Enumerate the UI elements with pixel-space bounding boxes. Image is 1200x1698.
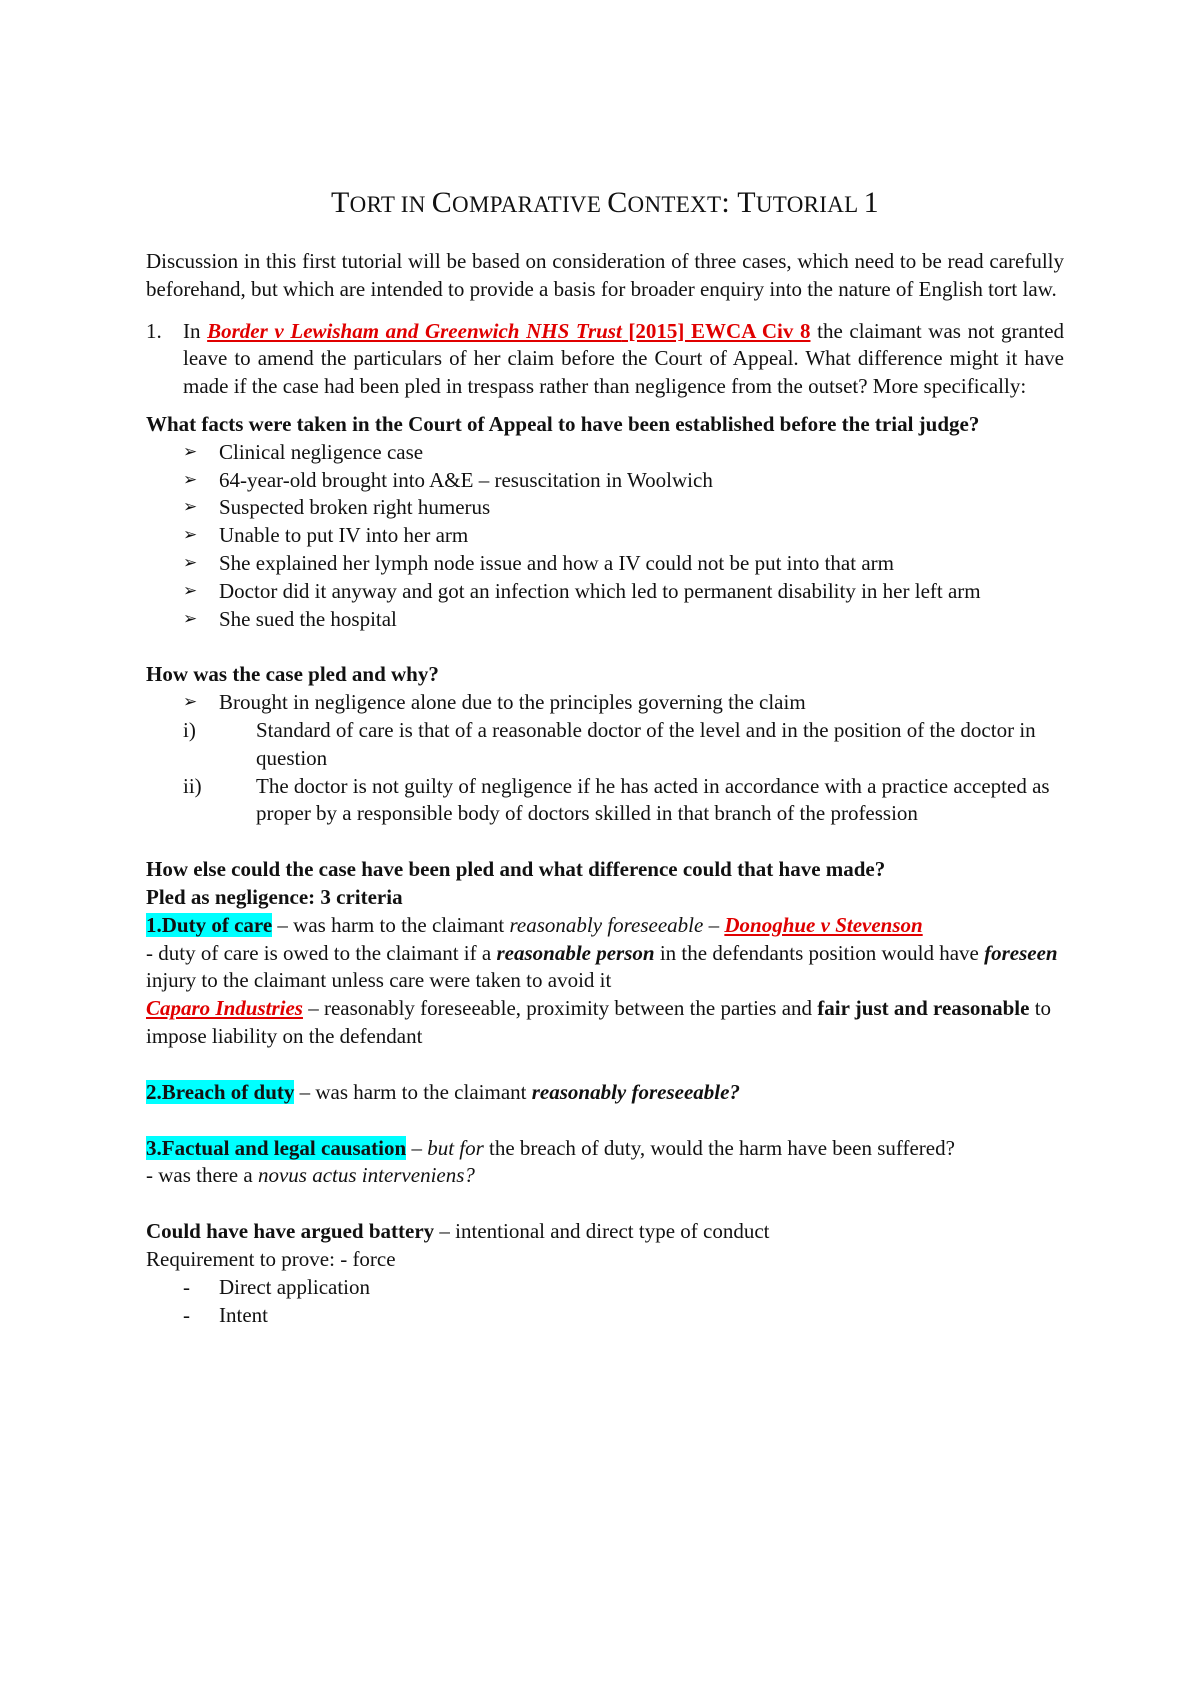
title-text: T — [331, 186, 350, 219]
list-item-text: Direct application — [219, 1274, 371, 1299]
list-item-text: Suspected broken right humerus — [219, 495, 491, 520]
text: – intentional and direct type of conduct — [434, 1219, 770, 1244]
list-number: 1. — [146, 318, 162, 343]
roman-list-item — [146, 717, 1064, 773]
list-item-text: She explained her lymph node issue and how a IV could not be put into that arm — [219, 550, 894, 575]
document-title — [146, 185, 1064, 223]
list-item-text: 64-year-old brought into A&E – resuscitation in Woolwich — [219, 467, 713, 492]
title-text: ONTEXT — [627, 192, 722, 217]
arrowhead-bullet-icon: ➢ — [183, 497, 198, 518]
text: – — [406, 1135, 428, 1160]
arrowhead-bullet-icon: ➢ — [183, 692, 198, 713]
subheading-criteria: Pled as negligence: 3 criteria — [146, 884, 403, 909]
intro-paragraph: Discussion in this first tutorial will be based on consideration of three cases, which need to be read carefully beforehand, but which are intended to provide a basis for broader enquiry into the nature of English tort law. — [146, 249, 1064, 301]
arrowhead-bullet-icon: ➢ — [183, 552, 198, 573]
arrowhead-bullet-icon: ➢ — [183, 441, 198, 462]
text: – reasonably foreseeable, proximity between the parties and — [302, 996, 818, 1021]
list-item — [146, 467, 1064, 495]
list-marker: ii) — [183, 773, 202, 798]
text: reasonable person — [496, 940, 655, 965]
case-link-donoghue[interactable]: Donoghue v Stevenson — [724, 912, 923, 937]
list-item-text: Intent — [219, 1302, 268, 1327]
causation-novus — [146, 1162, 1064, 1190]
title-text: ORT IN — [349, 192, 432, 217]
citation-link[interactable]: [2015] EWCA Civ 8 — [621, 318, 811, 343]
list-item — [146, 578, 1064, 606]
arrowhead-bullet-icon: ➢ — [183, 580, 198, 601]
highlight-label: 1.Duty of care — [146, 912, 273, 937]
list-item — [146, 439, 1064, 467]
text: injury to the claimant unless care were taken to avoid it — [146, 968, 612, 993]
list-item-text: Standard of care is that of a reasonable doctor of the level and in the position of the doctor in question — [256, 717, 1036, 770]
title-text: C — [431, 186, 453, 219]
case-link-caparo[interactable]: Caparo Industries — [146, 996, 303, 1021]
list-item-text: Brought in negligence alone due to the principles governing the claim — [219, 690, 806, 715]
dash-bullet: - — [183, 1274, 190, 1299]
list-item-text: Doctor did it anyway and got an infection which led to permanent disability in her left arm — [219, 578, 981, 603]
list-item-text: She sued the hospital — [219, 606, 397, 631]
list-item — [146, 689, 1064, 717]
list-item — [146, 606, 1064, 634]
text: in the defendants position would have — [654, 940, 985, 965]
title-text: : — [721, 186, 738, 219]
arrowhead-bullet-icon: ➢ — [183, 469, 198, 490]
title-text: 1 — [863, 186, 879, 219]
document-body — [146, 248, 1064, 1329]
list-item — [146, 494, 1064, 522]
case-link-border[interactable]: Border v Lewisham and Greenwich NHS Trust — [207, 318, 622, 343]
highlight-label: 2.Breach of duty — [146, 1079, 295, 1104]
list-item-text: Unable to put IV into her arm — [219, 523, 469, 548]
text: foreseen — [984, 940, 1058, 965]
heading-else-pled: How else could the case have been pled and what difference could that have made? — [146, 857, 886, 882]
text: but for — [427, 1135, 484, 1160]
duty-of-care-paragraph — [146, 912, 1064, 940]
list-item — [146, 522, 1064, 550]
list-item — [146, 1302, 1064, 1330]
facts-list — [146, 439, 1064, 634]
text: novus actus interveniens? — [257, 1163, 475, 1188]
question-1 — [146, 318, 1064, 401]
text: In — [183, 318, 208, 343]
text: fair just and reasonable — [817, 996, 1030, 1021]
text: Could have have argued battery — [146, 1219, 435, 1244]
duty-of-care-detail — [146, 940, 1064, 996]
causation-paragraph — [146, 1135, 1064, 1163]
list-item — [146, 550, 1064, 578]
title-text: T — [737, 186, 756, 219]
title-text: OMPARATIVE — [452, 192, 608, 217]
text: - was there a — [146, 1163, 258, 1188]
heading-facts: What facts were taken in the Court of Appeal to have been established before the trial judge? — [146, 411, 980, 436]
text: - duty of care is owed to the claimant if a — [146, 940, 497, 965]
requirement-line: Requirement to prove: - force — [146, 1246, 396, 1271]
highlight-label: 3.Factual and legal causation — [146, 1135, 407, 1160]
caparo-paragraph — [146, 995, 1064, 1051]
breach-paragraph — [146, 1079, 1064, 1107]
dash-bullet: - — [183, 1302, 190, 1327]
battery-paragraph — [146, 1218, 1064, 1246]
text: reasonably foreseeable — [509, 912, 704, 937]
text: reasonably foreseeable? — [531, 1079, 740, 1104]
list-marker: i) — [183, 717, 196, 742]
title-text: UTORIAL — [755, 192, 864, 217]
text: the claimant was not granted leave to amend the particulars of her claim before the Court of Appeal. What difference might it have made if the case had been pled in trespass rather than negligence from the outset? More specifically: — [183, 318, 1065, 399]
text: the breach of duty, would the harm have been suffered? — [483, 1135, 955, 1160]
list-item — [146, 1274, 1064, 1302]
text: – was harm to the claimant — [294, 1079, 532, 1104]
arrowhead-bullet-icon: ➢ — [183, 608, 198, 629]
title-text: C — [607, 186, 628, 219]
text: to impose liability on the defendant — [146, 996, 1052, 1048]
text: – — [703, 912, 725, 937]
list-item-text: The doctor is not guilty of negligence if he has acted in accordance with a practice accepted as proper by a responsible body of doctors skilled in that branch of the profession — [256, 773, 1050, 826]
text: – was harm to the claimant — [272, 912, 510, 937]
list-item-text: Clinical negligence case — [219, 439, 424, 464]
roman-list-item — [146, 773, 1064, 829]
heading-how-pled: How was the case pled and why? — [146, 662, 439, 687]
arrowhead-bullet-icon: ➢ — [183, 525, 198, 546]
